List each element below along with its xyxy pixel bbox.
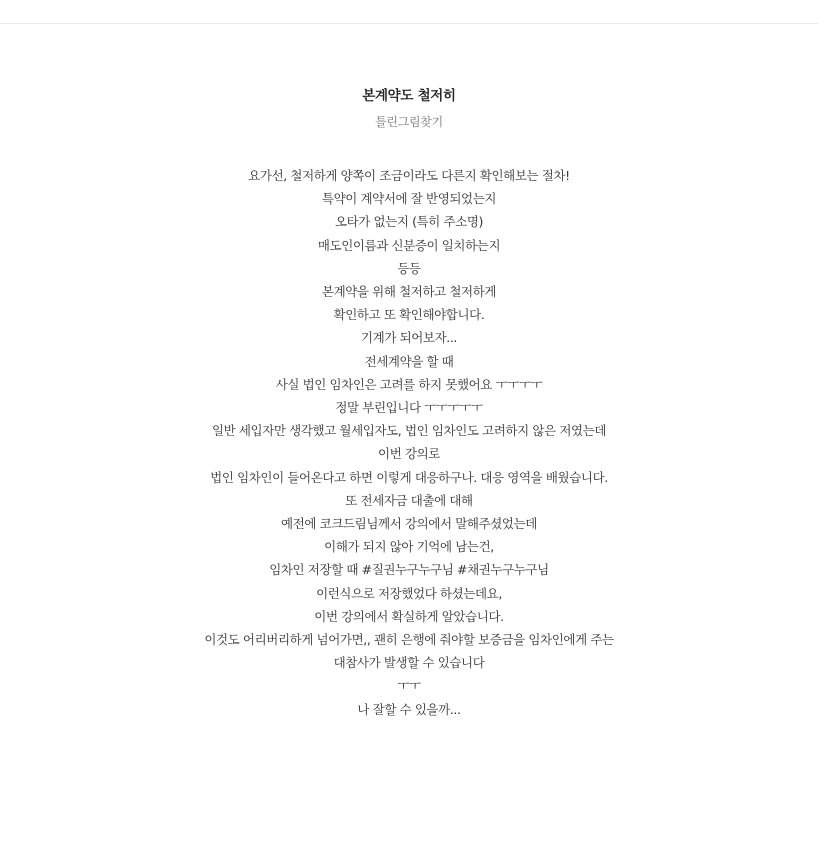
post-body-line: 이해가 되지 않아 기억에 남는건,	[324, 539, 494, 555]
post-body-line: 임차인 저장할 때 #질권누구누구님 #채권누구누구님	[269, 562, 549, 578]
post-body-line: 매도인이름과 신분증이 일치하는지	[317, 237, 501, 253]
post-body-line: 대참사가 발생할 수 있습니다	[333, 655, 485, 671]
post-title: 본계약도 철저히	[362, 88, 456, 104]
post-body-line: 나 잘할 수 있을까...	[357, 701, 461, 717]
post-body-line: 법인 임차인이 들어온다고 하면 이렇게 대응하구나. 대응 영역을 배웠습니다.	[210, 469, 608, 485]
post-body-line: 기계가 되어보자...	[360, 330, 458, 346]
post-body-line: 또 전세자금 대출에 대해	[345, 492, 473, 508]
post-subtitle: 틀린그림찾기	[375, 115, 443, 129]
post-body-line: 정말 부린입니다 ㅜㅜㅜㅜㅜ	[335, 400, 483, 416]
post-body-line: 특약이 계약서에 잘 반영되었는지	[321, 191, 497, 207]
post-body-line: 등등	[397, 260, 421, 276]
post-body-line: 전세계약을 할 때	[364, 353, 454, 369]
post-body-line: 이것도 어리버리하게 넘어가면,, 괜히 은행에 줘야할 보증금을 임차인에게 주는	[204, 632, 614, 648]
post-body-line: 이번 강의로	[378, 446, 440, 462]
post-body-line: 일반 세입자만 생각했고 월세입자도, 법인 임차인도 고려하지 않은 저였는데	[211, 423, 607, 439]
post-body-line: 확인하고 또 확인해야합니다.	[333, 307, 485, 323]
post-body-line: 예전에 코크드림님께서 강의에서 말해주셨었는데	[281, 516, 537, 532]
post-body-line: 요가선, 철저하게 양쪽이 조금이라도 다른지 확인해보는 절차!	[248, 168, 570, 183]
blog-post	[0, 86, 818, 721]
post-body-line: 본계약을 위해 철저하고 철저하게	[321, 284, 497, 300]
post-body	[0, 164, 818, 721]
post-body-line: 오타가 없는지 (특히 주소명)	[334, 214, 484, 230]
post-body-line: 사실 법인 임차인은 고려를 하지 못했어요 ㅜㅜㅜㅜ	[275, 376, 543, 392]
post-body-line: 이번 강의에서 확실하게 알았습니다.	[314, 608, 504, 624]
post-body-line: 이런식으로 저장했었다 하셨는데요,	[316, 585, 502, 601]
post-body-line: ㅜㅜ	[397, 678, 421, 694]
header-divider	[0, 23, 818, 24]
